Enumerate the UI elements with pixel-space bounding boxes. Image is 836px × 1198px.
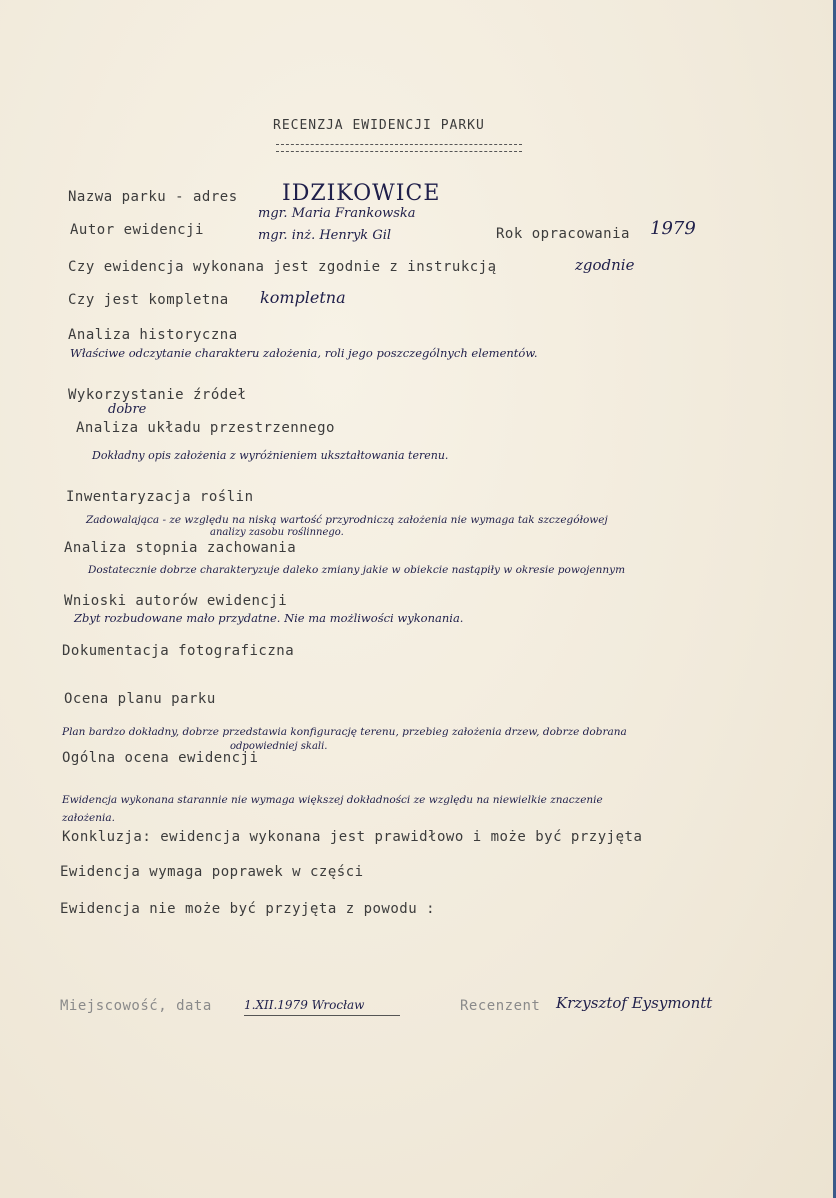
park-name-label: Nazwa parku - adres: [68, 189, 238, 205]
historical-value: Właściwe odczytanie charakteru założenia, roli jego poszczególnych elementów.: [70, 346, 538, 360]
preservation-value: Dostatecznie dobrze charakteryzuje daleko zmiany jakie w obiekcie nastąpiły w okresie powojennym: [88, 564, 626, 576]
historical-label: Analiza historyczna: [68, 327, 238, 343]
sources-value: dobre: [108, 402, 147, 417]
rejected-label: Ewidencja nie może być przyjęta z powodu :: [60, 901, 436, 917]
conclusions-value: Zbyt rozbudowane mało przydatne. Nie ma możliwości wykonania.: [74, 611, 464, 625]
author-2-value: mgr. inż. Henryk Gil: [258, 228, 392, 243]
author-1-value: mgr. Maria Frankowska: [258, 206, 416, 221]
plan-value: Plan bardzo dokładny, dobrze przedstawia konfigurację terenu, przebieg założenia drzew, dobrze dobrana: [62, 726, 627, 738]
reviewer-label: Recenzent: [460, 998, 541, 1014]
park-name-value: IDZIKOWICE: [282, 181, 441, 206]
plants-value-2: analizy zasobu roślinnego.: [210, 527, 344, 538]
complete-label: Czy jest kompletna: [68, 292, 229, 308]
instruction-value: zgodnie: [575, 256, 635, 274]
plan-value-2: odpowiedniej skali.: [230, 741, 328, 752]
spatial-label: Analiza układu przestrzennego: [76, 420, 335, 436]
plan-label: Ocena planu parku: [64, 691, 216, 707]
plants-value: Zadowalająca - ze względu na niską wartość przyrodniczą założenia nie wymaga tak szczegółowej: [86, 514, 608, 526]
overall-label: Ogólna ocena ewidencji: [62, 750, 259, 766]
reviewer-signature: Krzysztof Eysymontt: [556, 994, 713, 1012]
author-label: Autor ewidencji: [70, 222, 204, 238]
preservation-label: Analiza stopnia zachowania: [64, 540, 297, 556]
place-label: Miejscowość, data: [60, 998, 212, 1014]
place-value-text: 1.XII.1979 Wrocław: [244, 998, 365, 1012]
photo-label: Dokumentacja fotograficzna: [62, 643, 295, 659]
corrections-label: Ewidencja wymaga poprawek w części: [60, 864, 364, 880]
year-value: 1979: [650, 218, 696, 239]
conclusions-label: Wnioski autorów ewidencji: [64, 593, 288, 609]
plants-label: Inwentaryzacja roślin: [66, 489, 254, 505]
complete-value: kompletna: [260, 288, 346, 307]
sources-label: Wykorzystanie źródeł: [68, 387, 247, 403]
title-underline: [276, 144, 522, 152]
place-value: [244, 998, 400, 1016]
conclusion-label: Konkluzja: ewidencja wykonana jest prawidłowo i może być przyjęta: [62, 829, 643, 845]
spatial-value: Dokładny opis założenia z wyróżnieniem ukształtowania terenu.: [92, 449, 449, 462]
document-title: RECENZJA EWIDENCJI PARKU: [273, 118, 485, 133]
place-underline: [244, 1015, 400, 1016]
overall-value-2: założenia.: [62, 812, 115, 824]
year-label: Rok opracowania: [496, 226, 630, 242]
overall-value: Ewidencja wykonana starannie nie wymaga większej dokładności ze względu na niewielkie znaczenie: [62, 794, 603, 806]
instruction-label: Czy ewidencja wykonana jest zgodnie z instrukcją: [68, 259, 497, 275]
